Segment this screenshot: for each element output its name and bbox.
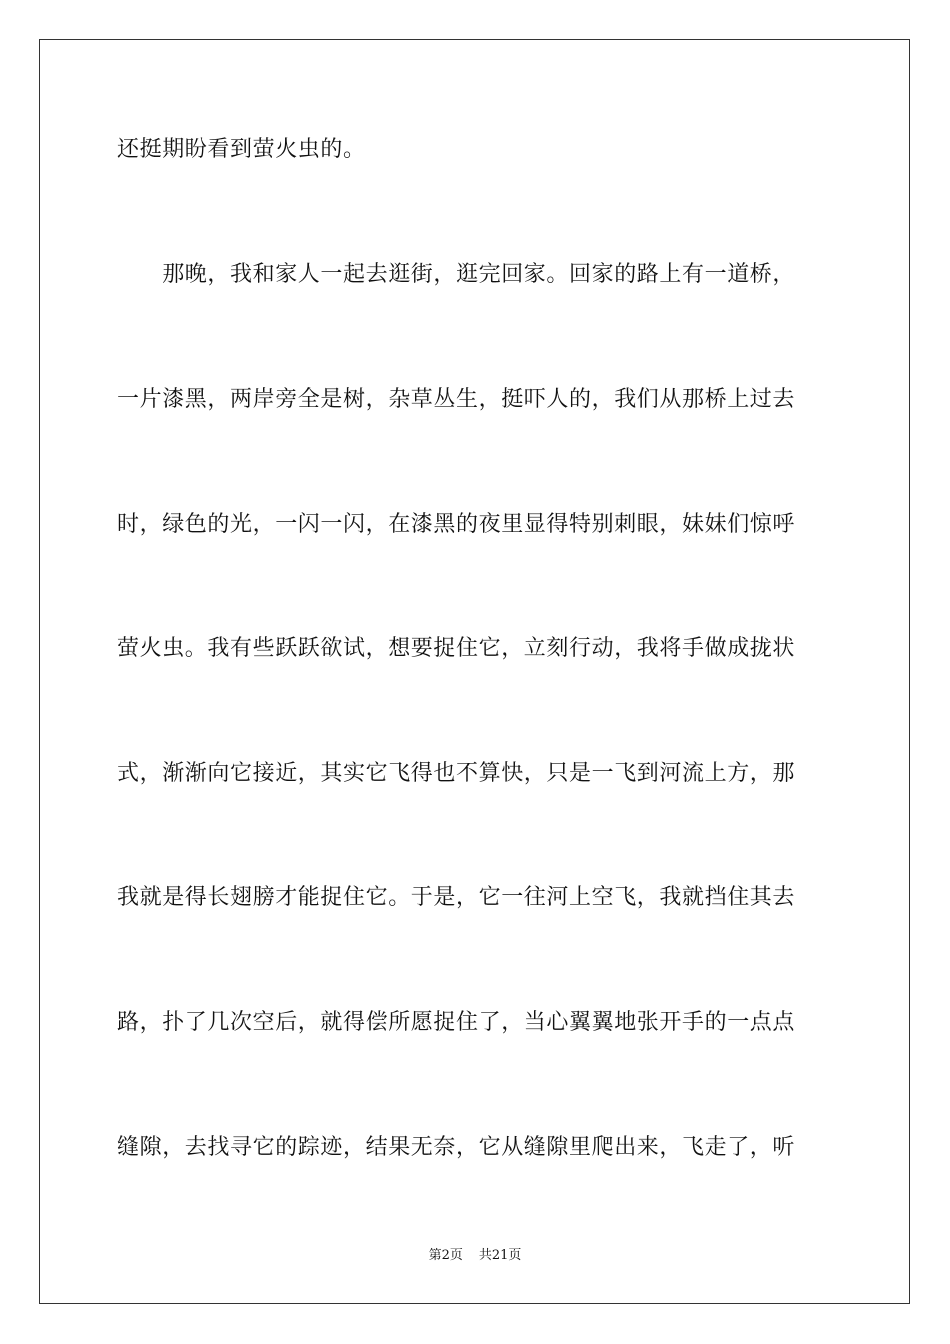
paragraph-line-4: 时，绿色的光，一闪一闪，在漆黑的夜里显得特别刺眼，妹妹们惊呼 <box>117 512 796 537</box>
total-pages: 共21页 <box>478 1248 522 1263</box>
paragraph-line-8: 路，扑了几次空后，就得偿所愿捉住了，当心翼翼地张开手的一点点 <box>117 1010 796 1035</box>
page-number: 第2页 <box>428 1248 463 1263</box>
paragraph-line-1: 还挺期盼看到萤火虫的。 <box>117 137 366 162</box>
page-footer <box>0 1247 950 1265</box>
paragraph-line-5: 萤火虫。我有些跃跃欲试，想要捉住它，立刻行动，我将手做成拢状 <box>117 636 796 661</box>
paragraph-line-3: 一片漆黑，两岸旁全是树，杂草丛生，挺吓人的，我们从那桥上过去 <box>117 387 796 412</box>
page-border <box>39 39 910 1304</box>
paragraph-line-6: 式，渐渐向它接近，其实它飞得也不算快，只是一飞到河流上方，那 <box>117 761 796 786</box>
paragraph-line-9: 缝隙，去找寻它的踪迹，结果无奈，它从缝隙里爬出来，飞走了，听 <box>117 1135 796 1160</box>
paragraph-line-7: 我就是得长翅膀才能捉住它。于是，它一往河上空飞，我就挡住其去 <box>117 885 796 910</box>
paragraph-line-2: 那晚，我和家人一起去逛街，逛完回家。回家的路上有一道桥， <box>117 262 796 287</box>
